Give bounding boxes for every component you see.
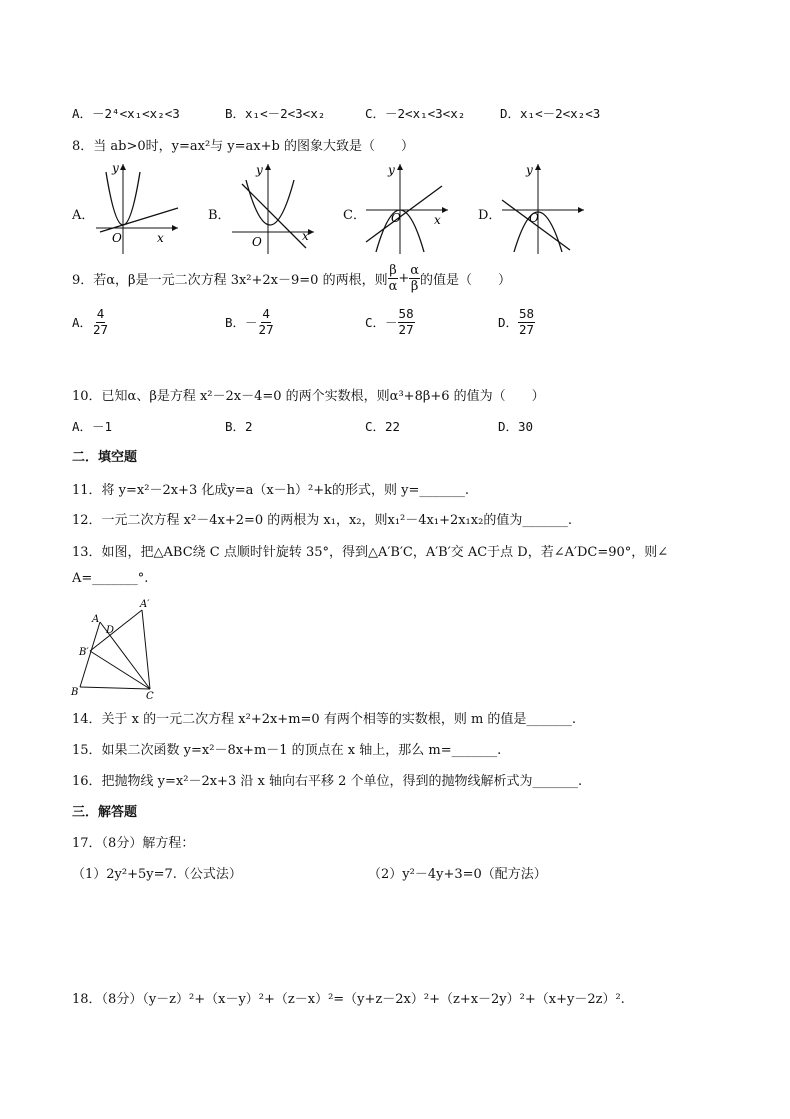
q16: 16．把抛物线 y=x²－2x+3 沿 x 轴向右平移 2 个单位，得到的抛物线解析式为_______. <box>72 774 583 789</box>
q7-option-c: C．－2<x₁<3<x₂ <box>365 106 466 121</box>
q17-part1: （1）2y²+5y=7.（公式法） <box>72 867 242 882</box>
q8-graph-a <box>92 160 182 256</box>
q9-option-b <box>225 308 275 336</box>
graph-b-y: y <box>256 163 263 177</box>
q9-stem <box>72 264 511 293</box>
q13-label-c: C <box>146 691 154 700</box>
q14: 14．关于 x 的一元二次方程 x²+2x+m=0 有两个相等的实数根，则 m 的值是_______. <box>72 712 577 727</box>
graph-b-x: x <box>302 229 309 243</box>
q13-label-a: A <box>92 614 100 625</box>
q9-frac1 <box>388 264 399 293</box>
q13-label-b-prime: B′ <box>79 647 89 658</box>
q8-label-b: B． <box>208 208 231 223</box>
q9-frac1-num: β <box>389 263 397 278</box>
graph-c-x: x <box>434 213 441 227</box>
q9-option-d-den: 27 <box>519 321 535 337</box>
q7-option-b: B．x₁<－2<3<x₂ <box>225 106 326 121</box>
q9-option-a-label: A． <box>72 315 93 330</box>
q13-label-a-prime: A′ <box>140 599 150 610</box>
graph-c-y: y <box>388 163 395 177</box>
q8-label-d: D． <box>478 208 502 223</box>
q9-stem-post: 的值是（ ） <box>420 273 512 288</box>
graph-d-origin: O <box>529 211 539 225</box>
q8-graph-b <box>228 160 318 256</box>
q7-option-a: A．－2⁴<x₁<x₂<3 <box>72 106 180 121</box>
q9-frac2 <box>409 264 420 293</box>
q9-stem-pre: 9．若α，β是一元二次方程 3x²+2x－9=0 的两根，则 <box>72 273 388 288</box>
q9-option-a-den: 27 <box>93 321 109 337</box>
q13-line2: A=_______°. <box>72 571 149 586</box>
q8-graph-c <box>362 160 452 256</box>
graph-c-origin: O <box>391 211 401 225</box>
q9-option-b-den: 27 <box>258 321 274 337</box>
q9-plus: + <box>398 271 410 286</box>
q8-label-c: C． <box>343 208 366 223</box>
q8-graph-d <box>498 160 588 256</box>
q13-label-d: D <box>106 625 115 636</box>
graph-d-y: y <box>526 163 533 177</box>
q13-label-b: B <box>71 687 79 698</box>
q9-option-b-num: 4 <box>262 306 270 321</box>
q9-option-b-label: B． <box>225 315 246 330</box>
q10-option-c: C．22 <box>365 419 401 434</box>
q9-option-d-label: D． <box>498 315 519 330</box>
q9-option-c-num: 58 <box>398 306 414 321</box>
q9-option-a-num: 4 <box>96 306 105 321</box>
q9-option-d-num: 58 <box>519 306 535 321</box>
q10-option-a: A．－1 <box>72 419 113 434</box>
graph-a-origin: O <box>112 231 122 245</box>
q17-stem: 17．（8分）解方程： <box>72 836 195 851</box>
q15: 15．如果二次函数 y=x²－8x+m－1 的顶点在 x 轴上，那么 m=_______. <box>72 743 502 758</box>
section-fill-in-heading: 二．填空题 <box>72 450 138 465</box>
q17-part2: （2）y²－4y+3=0（配方法） <box>368 867 547 882</box>
graph-a-y: y <box>112 161 119 175</box>
q9-option-b-sign: － <box>245 315 258 330</box>
q12: 12．一元二次方程 x²－4x+2=0 的两根为 x₁，x₂，则x₁²－4x₁+2x₁x₂的值为_______. <box>72 513 572 528</box>
q8-label-a: A． <box>72 208 95 223</box>
q10-stem: 10．已知α、β是方程 x²－2x－4=0 的两个实数根，则α³+8β+6 的值为（ ） <box>72 389 545 404</box>
q9-option-c-label: C． <box>365 315 386 330</box>
q10-option-b: B．2 <box>225 419 253 434</box>
graph-a-x: x <box>157 231 164 245</box>
q9-frac2-den: β <box>410 279 419 294</box>
q8-stem: 8．当 ab>0时，y=ax²与 y=ax+b 的图象大致是（ ） <box>72 139 414 154</box>
q13-triangle-figure <box>70 596 166 700</box>
q10-option-d: D．30 <box>498 419 534 434</box>
q9-option-c-den: 27 <box>398 321 414 337</box>
q9-frac2-num: α <box>410 263 420 278</box>
q9-option-d <box>498 308 535 336</box>
q9-option-c <box>365 308 415 336</box>
q18: 18．（8分）（y－z）²+（x－y）²+（z－x）²=（y+z－2x）²+（z+x－2y）²+（x+y－2z）². <box>72 992 625 1007</box>
q9-option-c-sign: － <box>385 315 398 330</box>
q7-option-d: D．x₁<－2<x₂<3 <box>500 106 601 121</box>
q11: 11．将 y=x²－2x+3 化成y=a（x－h）²+k的形式，则 y=_______. <box>72 483 470 498</box>
q13-line1: 13．如图，把△ABC绕 C 点顺时针旋转 35°，得到△A′B′C，A′B′交 AC于点 D，若∠A′DC=90°，则∠ <box>72 545 669 560</box>
graph-b-origin: O <box>252 235 262 249</box>
section-answer-heading: 三．解答题 <box>72 805 138 820</box>
q9-frac1-den: α <box>388 279 398 294</box>
q9-option-a <box>72 308 109 336</box>
